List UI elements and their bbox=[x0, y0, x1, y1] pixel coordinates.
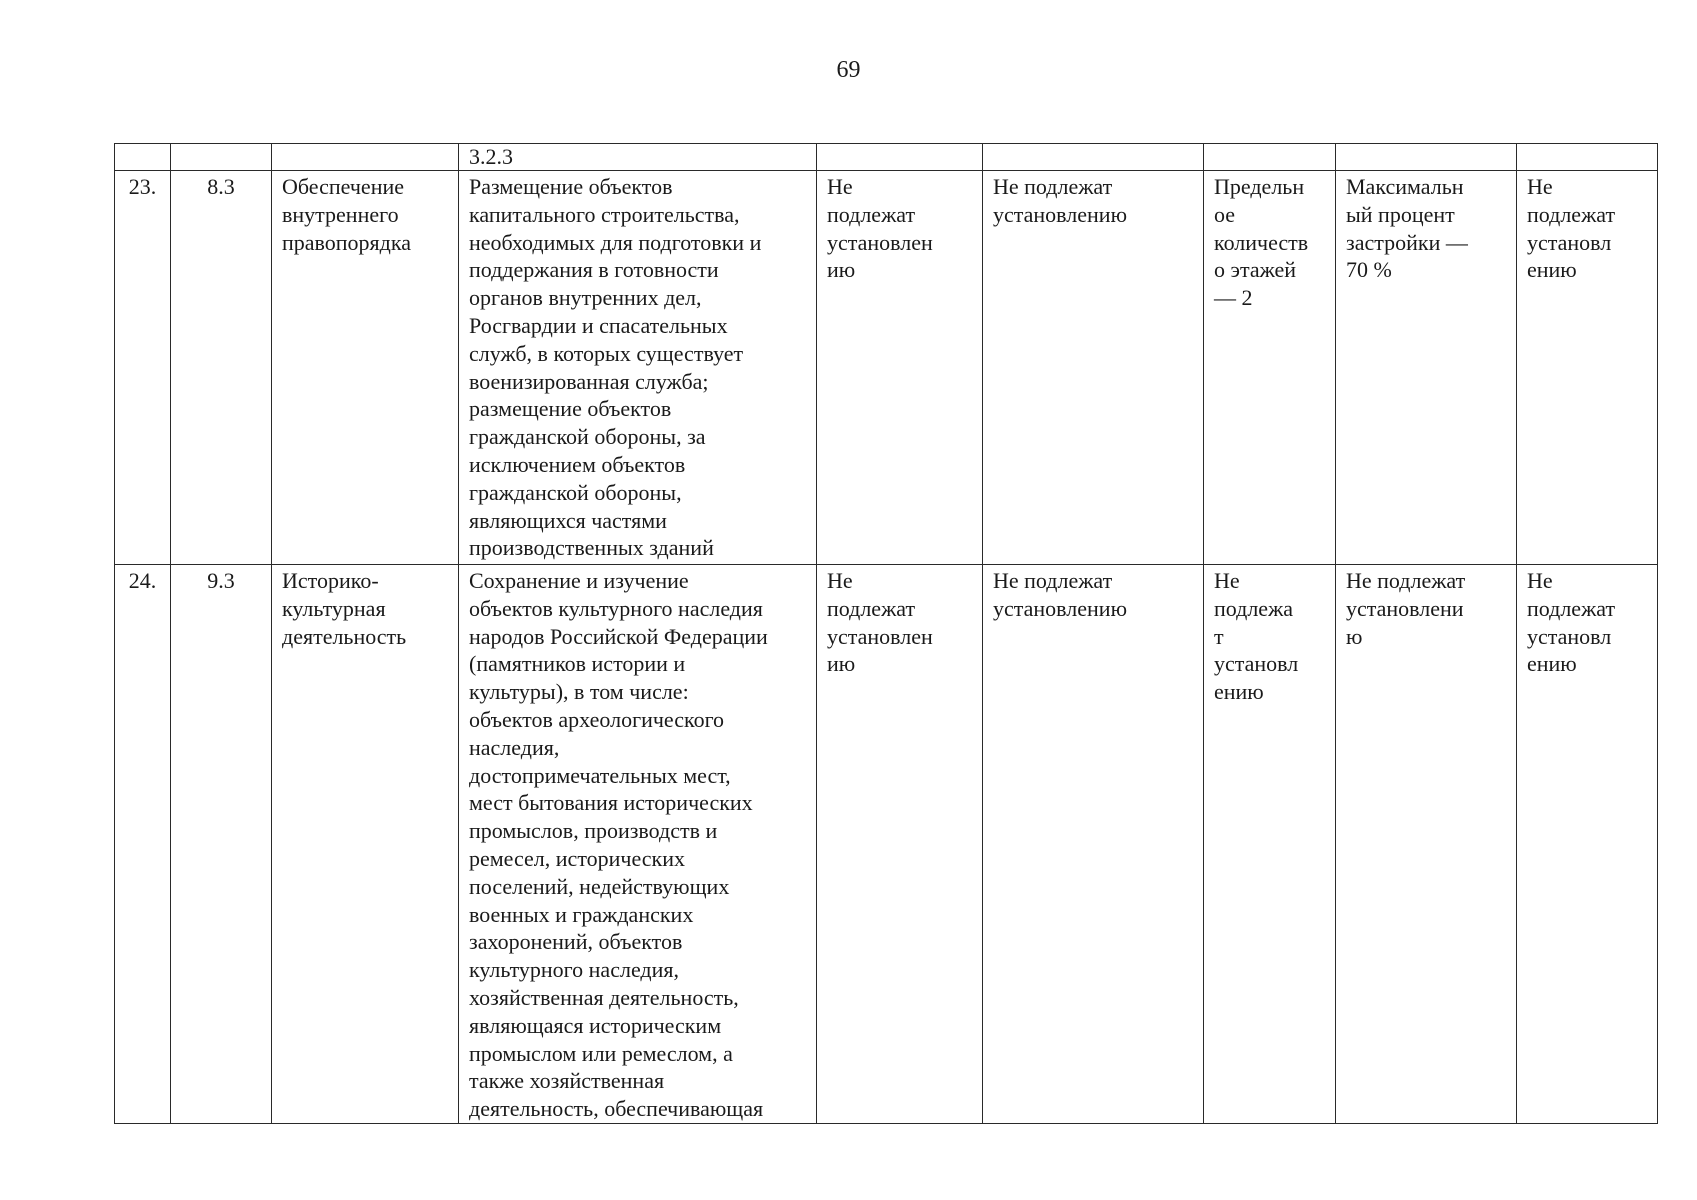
cell-code bbox=[171, 144, 272, 171]
regulations-table bbox=[114, 143, 1658, 1124]
cell-name: Историко- культурная деятельность bbox=[272, 565, 459, 1124]
table-row bbox=[115, 565, 1658, 1124]
cell-min-area bbox=[817, 144, 983, 171]
table-row-carryover bbox=[115, 144, 1658, 171]
cell-no bbox=[115, 144, 171, 171]
page-number: 69 bbox=[836, 57, 861, 83]
cell-floors: Предельн ое количеств о этажей — 2 bbox=[1204, 171, 1336, 565]
cell-coverage: Максимальн ый процент застройки — 70 % bbox=[1336, 171, 1517, 565]
cell-setback: Не подлежат установлению bbox=[983, 171, 1204, 565]
cell-coverage: Не подлежат установлени ю bbox=[1336, 565, 1517, 1124]
cell-name: Обеспечение внутреннего правопорядка bbox=[272, 171, 459, 565]
cell-name bbox=[272, 144, 459, 171]
cell-min-area: Не подлежат установлен ию bbox=[817, 171, 983, 565]
cell-other bbox=[1517, 144, 1658, 171]
cell-description: 3.2.3 bbox=[459, 144, 817, 171]
cell-no: 23. bbox=[115, 171, 171, 565]
cell-setback bbox=[983, 144, 1204, 171]
cell-floors bbox=[1204, 144, 1336, 171]
cell-no: 24. bbox=[115, 565, 171, 1124]
cell-other: Не подлежат установл ению bbox=[1517, 171, 1658, 565]
cell-description: Размещение объектов капитального строительства, необходимых для подготовки и поддержания в готовности органов внутренних дел, Росгвардии и спасательных служб, в которых существует военизированная служба; размещение объектов гражданской обороны, за исключением объектов гражданской обороны, являющихся частями производственных зданий bbox=[459, 171, 817, 565]
cell-code: 8.3 bbox=[171, 171, 272, 565]
cell-coverage bbox=[1336, 144, 1517, 171]
table-row bbox=[115, 171, 1658, 565]
cell-setback: Не подлежат установлению bbox=[983, 565, 1204, 1124]
cell-other: Не подлежат установл ению bbox=[1517, 565, 1658, 1124]
cell-floors: Не подлежа т установл ению bbox=[1204, 565, 1336, 1124]
cell-min-area: Не подлежат установлен ию bbox=[817, 565, 983, 1124]
cell-description: Сохранение и изучение объектов культурного наследия народов Российской Федерации (памятников истории и культуры), в том числе: объектов археологического наследия, достопримечательных мест, мест бытования исторических промыслов, производств и ремесел, исторических поселений, недействующих военных и гражданских захоронений, объектов культурного наследия, хозяйственная деятельность, являющаяся историческим промыслом или ремеслом, а также хозяйственная деятельность, обеспечивающая bbox=[459, 565, 817, 1124]
cell-code: 9.3 bbox=[171, 565, 272, 1124]
